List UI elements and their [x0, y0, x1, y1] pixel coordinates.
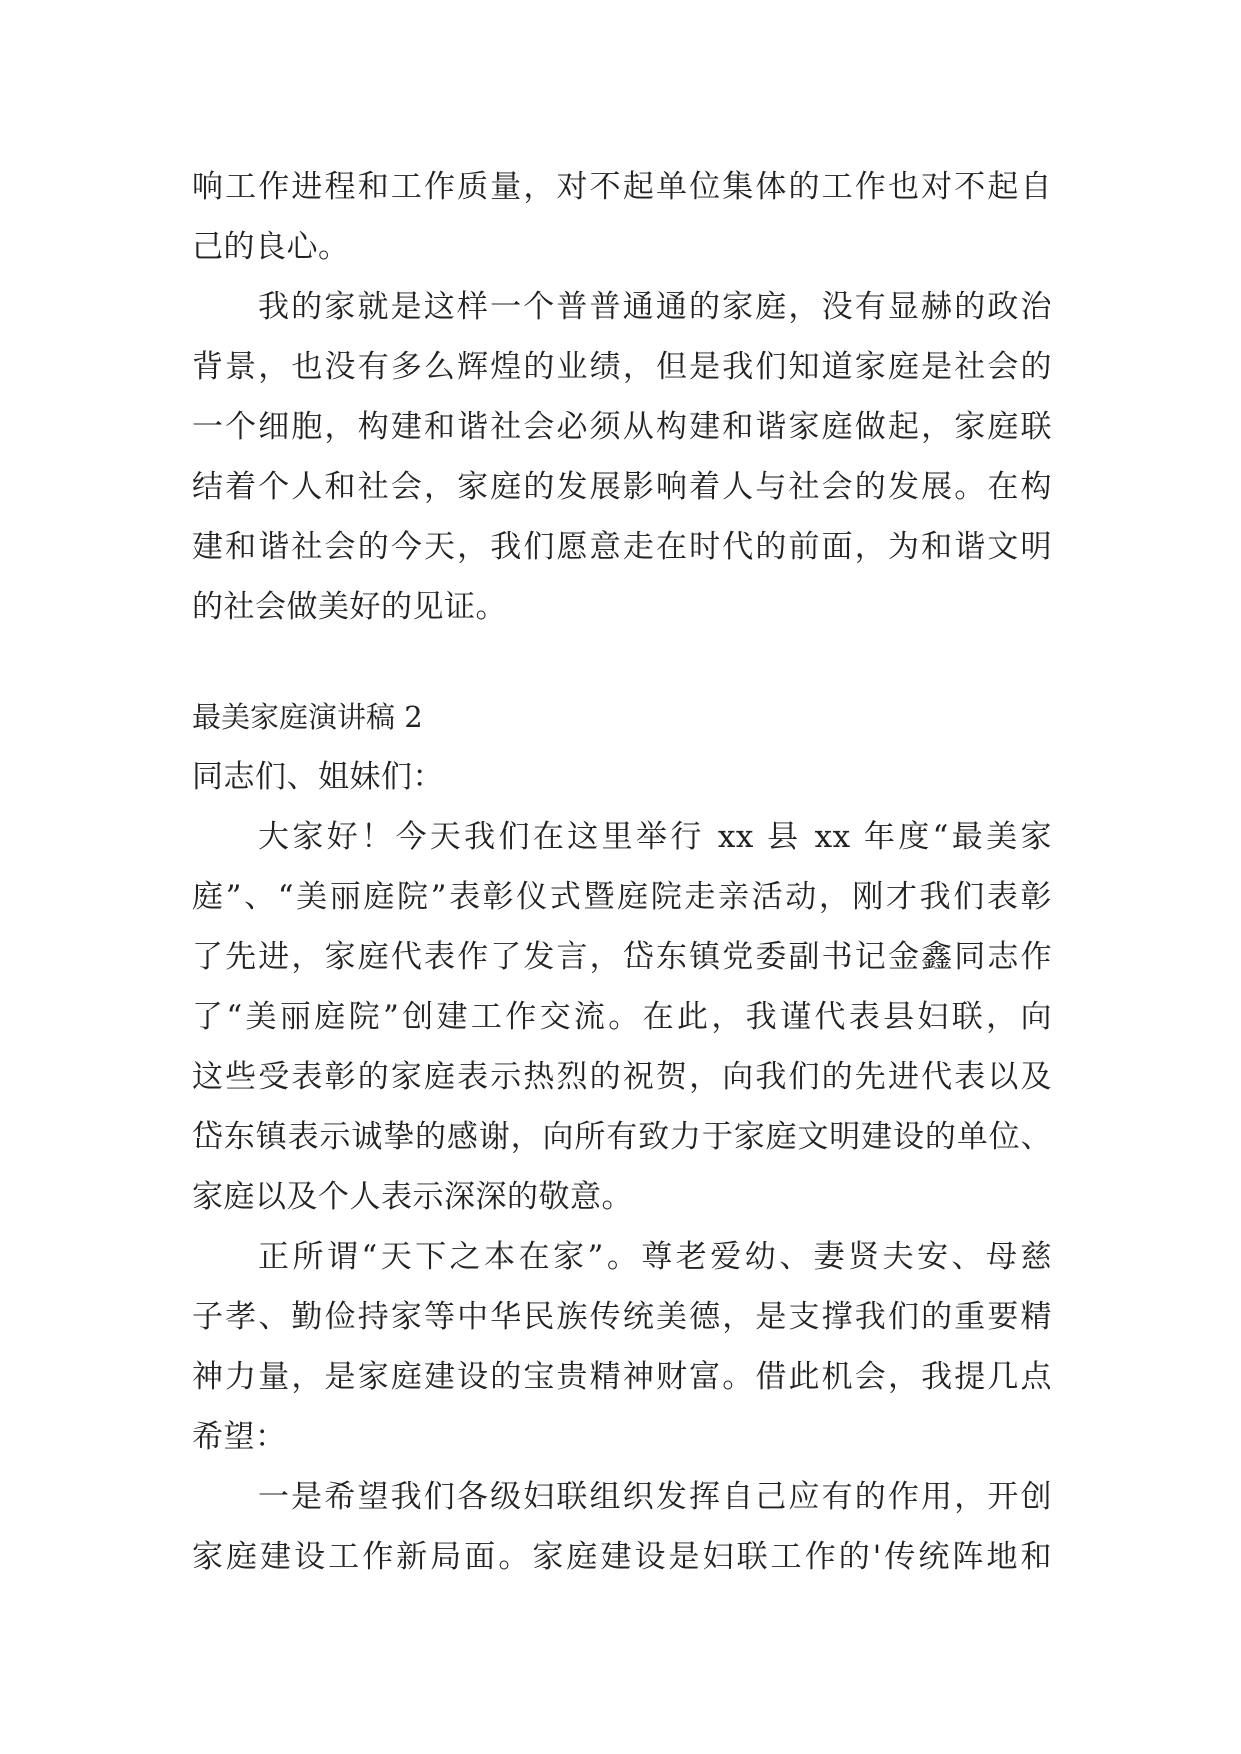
text-line: 这些受表彰的家庭表示热烈的祝贺，向我们的先进代表以及 [192, 1059, 1052, 1095]
text-line: 岱东镇表示诚挚的感谢，向所有致力于家庭文明建设的单位、 [192, 1119, 1052, 1155]
paragraph-first-line: 一是希望我们各级妇联组织发挥自己应有的作用，开创 [258, 1479, 1052, 1515]
text-line: 神力量，是家庭建设的宝贵精神财富。借此机会，我提几点 [192, 1359, 1052, 1395]
section-title: 最美家庭演讲稿 2 [192, 700, 423, 734]
text-line: 一个细胞，构建和谐社会必须从构建和谐家庭做起，家庭联 [192, 409, 1052, 445]
salutation: 同志们、姐妹们： [192, 759, 444, 795]
paragraph-first-line: 大家好！今天我们在这里举行 xx 县 xx 年度“最美家 [258, 819, 1052, 855]
text-line: 己的良心。 [192, 229, 350, 265]
paragraph-first-line: 我的家就是这样一个普普通通的家庭，没有显赫的政治 [258, 289, 1052, 325]
text-line: 子孝、勤俭持家等中华民族传统美德，是支撑我们的重要精 [192, 1299, 1052, 1335]
text-line: 庭”、“美丽庭院”表彰仪式暨庭院走亲活动，刚才我们表彰 [192, 879, 1052, 915]
text-line: 了先进，家庭代表作了发言，岱东镇党委副书记金鑫同志作 [192, 939, 1052, 975]
text-line: 的社会做美好的见证。 [192, 589, 507, 625]
text-line: 家庭以及个人表示深深的敬意。 [192, 1179, 633, 1215]
text-line: 了“美丽庭院”创建工作交流。在此，我谨代表县妇联，向 [192, 999, 1052, 1035]
text-line: 建和谐社会的今天，我们愿意走在时代的前面，为和谐文明 [192, 529, 1052, 565]
text-line: 结着个人和社会，家庭的发展影响着人与社会的发展。在构 [192, 469, 1052, 505]
text-line: 希望： [192, 1419, 287, 1455]
paragraph-first-line: 正所谓“天下之本在家”。尊老爱幼、妻贤夫安、母慈 [258, 1239, 1052, 1275]
text-line: 家庭建设工作新局面。家庭建设是妇联工作的'传统阵地和 [192, 1539, 1052, 1575]
text-line: 背景，也没有多么辉煌的业绩，但是我们知道家庭是社会的 [192, 349, 1052, 385]
text-line: 响工作进程和工作质量，对不起单位集体的工作也对不起自 [192, 169, 1052, 205]
